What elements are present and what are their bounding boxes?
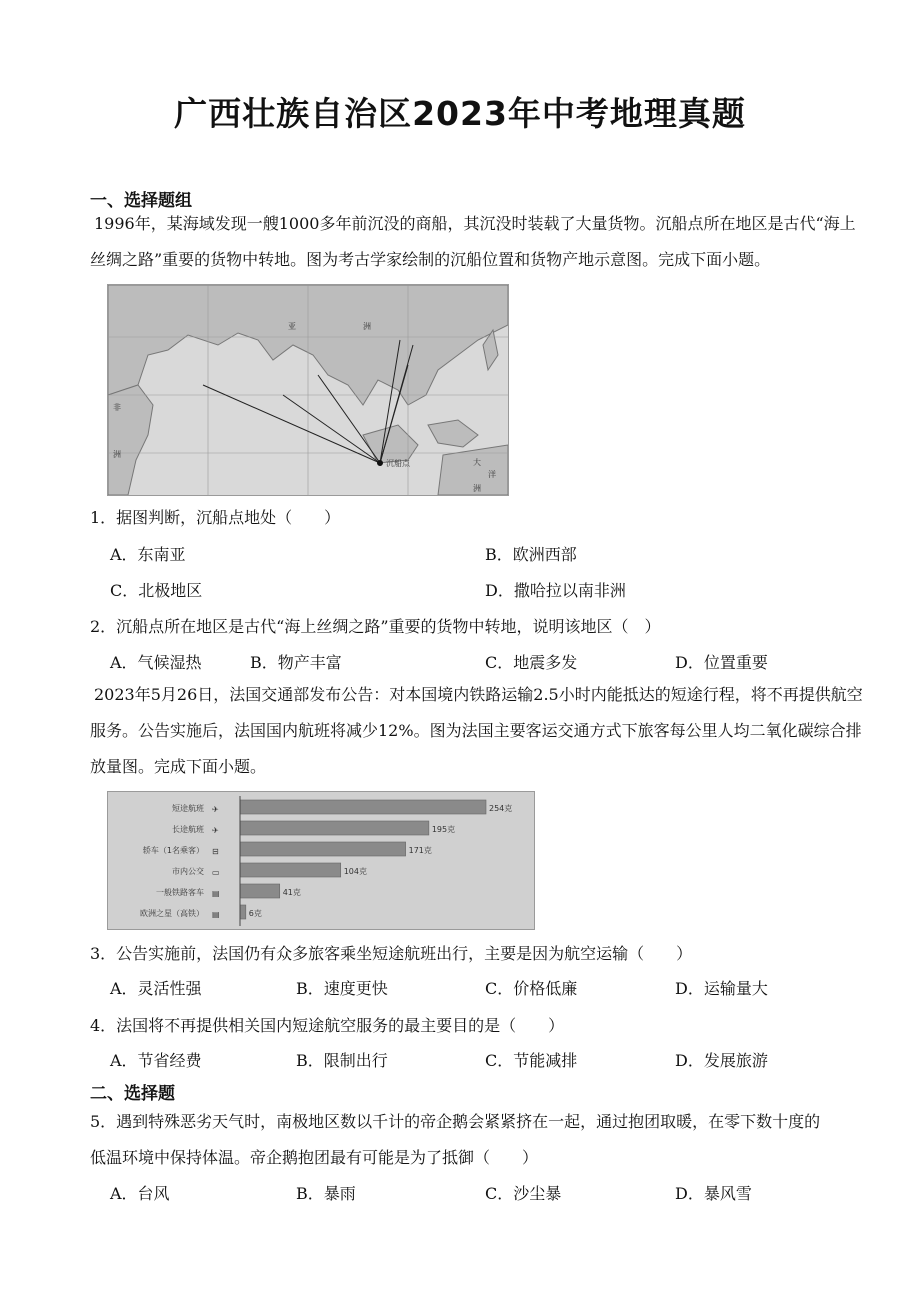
bar — [240, 905, 246, 919]
option-d[interactable]: D．运输量大 — [675, 979, 768, 998]
option-d[interactable]: D．发展旅游 — [675, 1051, 768, 1070]
shipwreck-map — [107, 284, 509, 496]
question-1: 1．据图判断，沉船点地处（ ） — [90, 508, 341, 527]
bar — [240, 800, 486, 814]
option-d[interactable]: D．位置重要 — [675, 653, 768, 672]
airplane-icon: ✈ — [212, 805, 219, 814]
category-label: 一般铁路客车 — [156, 888, 204, 897]
category-label: 市内公交 — [172, 867, 204, 876]
intro-paragraph-2: 2023年5月26日，法国交通部发布公告：对本国境内铁路运输2.5小时内能抵达的短途行程，将不再提供航空服务。公告实施后，法国国内航班将减少12%。图为法国主要客运交通方式下旅客每公里人均二氧化碳综合排放量图。完成下面小题。 — [90, 685, 863, 776]
question-2-options — [90, 650, 870, 674]
option-b[interactable]: B．欧洲西部 — [485, 545, 577, 564]
shipwreck-point-icon — [377, 460, 383, 466]
option-c[interactable]: C．北极地区 — [110, 581, 203, 600]
map-label: 洲 — [473, 484, 481, 493]
question-4-options — [90, 1048, 870, 1072]
car-icon: ⊟ — [212, 847, 219, 856]
question-5-line-2: 低温环境中保持体温。帝企鹅抱团最有可能是为了抵御（ ） — [90, 1148, 539, 1167]
question-2: 2．沉船点所在地区是古代“海上丝绸之路”重要的货物中转地，说明该地区（ ） — [90, 617, 661, 636]
option-c[interactable]: C．沙尘暴 — [485, 1184, 562, 1203]
value-label: 171克 — [408, 846, 432, 855]
page-title: 广西壮族自治区2023年中考地理真题 — [174, 94, 746, 133]
category-label: 短途航班 — [172, 804, 204, 813]
map-label: 亚 — [288, 322, 296, 331]
option-b[interactable]: B．限制出行 — [296, 1051, 388, 1070]
option-a[interactable]: A．灵活性强 — [110, 979, 202, 998]
bar — [240, 821, 429, 835]
value-label: 6克 — [248, 909, 262, 918]
category-label: 欧洲之星（高铁） — [140, 909, 204, 918]
question-5-line-1: 5．遇到特殊恶劣天气时，南极地区数以千计的帝企鹅会紧紧挤在一起，通过抱团取暖，在零下数十度的 — [90, 1112, 821, 1131]
value-label: 41克 — [282, 888, 301, 897]
bar — [240, 863, 341, 877]
option-a[interactable]: A．东南亚 — [110, 545, 186, 564]
question-3-options — [90, 976, 870, 1000]
question-1-options — [90, 542, 870, 566]
option-b[interactable]: B．物产丰富 — [250, 653, 342, 672]
section-heading-2: 二、选择题 — [90, 1084, 175, 1104]
co2-emission-chart — [107, 791, 535, 930]
option-a[interactable]: A．台风 — [110, 1184, 170, 1203]
question-1-options-row2 — [90, 578, 870, 602]
category-label: 轿车（1名乘客） — [142, 846, 204, 855]
map-figure — [108, 285, 508, 495]
option-a[interactable]: A．节省经费 — [110, 1051, 202, 1070]
bar — [240, 884, 280, 898]
airplane-icon: ✈ — [212, 826, 219, 835]
train-icon: ▤ — [212, 910, 220, 919]
value-label: 195克 — [431, 825, 456, 834]
bar — [240, 842, 406, 856]
intro-paragraph-1: 1996年，某海域发现一艘1000多年前沉没的商船，其沉没时装载了大量货物。沉船点所在地区是古代“海上丝绸之路”重要的货物中转地。图为考古学家绘制的沉船位置和货物产地示意图。完成下面小题。 — [90, 214, 856, 269]
value-label: 254克 — [489, 804, 513, 813]
section-heading-1: 一、选择题组 — [90, 191, 192, 211]
category-label: 长途航班 — [172, 825, 204, 834]
question-5-options — [90, 1181, 870, 1205]
map-label: 洋 — [488, 470, 496, 479]
map-label: 大 — [473, 458, 481, 467]
option-c[interactable]: C．节能减排 — [485, 1051, 578, 1070]
map-label: 非 — [113, 403, 121, 412]
map-label: 洲 — [363, 322, 371, 331]
option-c[interactable]: C．价格低廉 — [485, 979, 578, 998]
option-b[interactable]: B．速度更快 — [296, 979, 388, 998]
bus-icon: ▭ — [212, 868, 220, 877]
map-label: 洲 — [113, 450, 121, 459]
option-c[interactable]: C．地震多发 — [485, 653, 578, 672]
train-icon: ▤ — [212, 889, 220, 898]
option-a[interactable]: A．气候湿热 — [110, 653, 202, 672]
map-label: 沉船点 — [386, 459, 410, 468]
option-b[interactable]: B．暴雨 — [296, 1184, 356, 1203]
option-d[interactable]: D．撒哈拉以南非洲 — [485, 581, 626, 600]
bar-chart-svg — [108, 792, 534, 929]
value-label: 104克 — [343, 867, 368, 876]
question-4: 4．法国将不再提供相关国内短途航空服务的最主要目的是（ ） — [90, 1016, 565, 1035]
question-3: 3．公告实施前，法国仍有众多旅客乘坐短途航班出行，主要是因为航空运输（ ） — [90, 944, 693, 963]
option-d[interactable]: D．暴风雪 — [675, 1184, 752, 1203]
